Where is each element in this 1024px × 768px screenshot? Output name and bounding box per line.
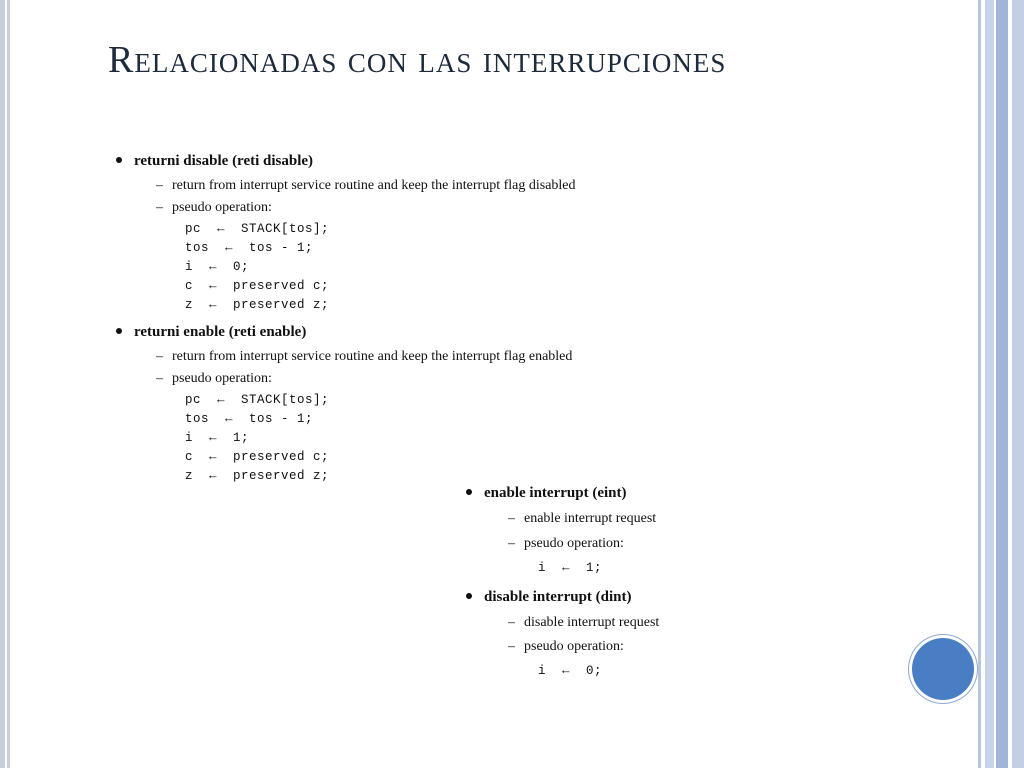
- bullet-heading-text: returni enable (reti enable): [134, 324, 307, 340]
- code-line: pc ← STACK[tos];: [185, 222, 330, 236]
- code-line: pc ← STACK[tos];: [185, 393, 330, 407]
- sub-item-text: disable interrupt request: [524, 615, 660, 630]
- sub-item: [156, 350, 572, 364]
- bullet-dot-icon: [116, 328, 122, 334]
- sub-item: [508, 512, 656, 526]
- sub-item-text: pseudo operation:: [172, 371, 272, 386]
- code-line: i ← 1;: [538, 561, 603, 575]
- bullet-heading: [466, 590, 632, 605]
- code-line: i ← 1;: [185, 431, 250, 445]
- dash-icon: –: [156, 371, 163, 386]
- sub-item: [156, 201, 272, 215]
- code-line: tos ← tos - 1;: [185, 241, 314, 255]
- dash-icon: –: [156, 349, 163, 364]
- dash-icon: –: [156, 200, 163, 215]
- sub-item: [508, 616, 659, 630]
- dash-icon: –: [508, 615, 515, 630]
- left-frame-line: [7, 0, 10, 768]
- bullet-dot-icon: [116, 157, 122, 163]
- bullet-heading-text: enable interrupt (eint): [484, 485, 627, 501]
- code-line: i ← 0;: [185, 260, 250, 274]
- dash-icon: –: [156, 178, 163, 193]
- circle-ornament: [912, 638, 974, 700]
- right-frame-bar-outer: [1012, 0, 1024, 768]
- slide-title: Relacionadas con las interrupciones: [108, 39, 727, 81]
- bullet-heading-text: disable interrupt (dint): [484, 589, 632, 605]
- bullet-heading-text: returni disable (reti disable): [134, 153, 314, 169]
- code-line: z ← preserved z;: [185, 298, 330, 312]
- sub-item: [508, 537, 624, 551]
- left-frame-bar: [0, 0, 5, 768]
- sub-item: [156, 179, 576, 193]
- sub-item-text: return from interrupt service routine and keep the interrupt flag disabled: [172, 178, 576, 193]
- code-line: tos ← tos - 1;: [185, 412, 314, 426]
- dash-icon: –: [508, 511, 515, 526]
- code-line: z ← preserved z;: [185, 469, 330, 483]
- right-frame-bar-accent: [996, 0, 1008, 768]
- right-frame-line: [978, 0, 981, 768]
- sub-item-text: enable interrupt request: [524, 511, 657, 526]
- bullet-heading: [116, 325, 306, 340]
- sub-item-text: pseudo operation:: [524, 536, 624, 551]
- dash-icon: –: [508, 639, 515, 654]
- right-frame-bar-light: [985, 0, 994, 768]
- code-line: c ← preserved c;: [185, 279, 330, 293]
- sub-item-text: pseudo operation:: [524, 639, 624, 654]
- code-line: i ← 0;: [538, 664, 603, 678]
- sub-item: [508, 640, 624, 654]
- bullet-heading: [116, 154, 313, 169]
- sub-item: [156, 372, 272, 386]
- bullet-dot-icon: [466, 489, 472, 495]
- dash-icon: –: [508, 536, 515, 551]
- bullet-dot-icon: [466, 593, 472, 599]
- sub-item-text: return from interrupt service routine and keep the interrupt flag enabled: [172, 349, 573, 364]
- sub-item-text: pseudo operation:: [172, 200, 272, 215]
- bullet-heading: [466, 486, 626, 501]
- code-line: c ← preserved c;: [185, 450, 330, 464]
